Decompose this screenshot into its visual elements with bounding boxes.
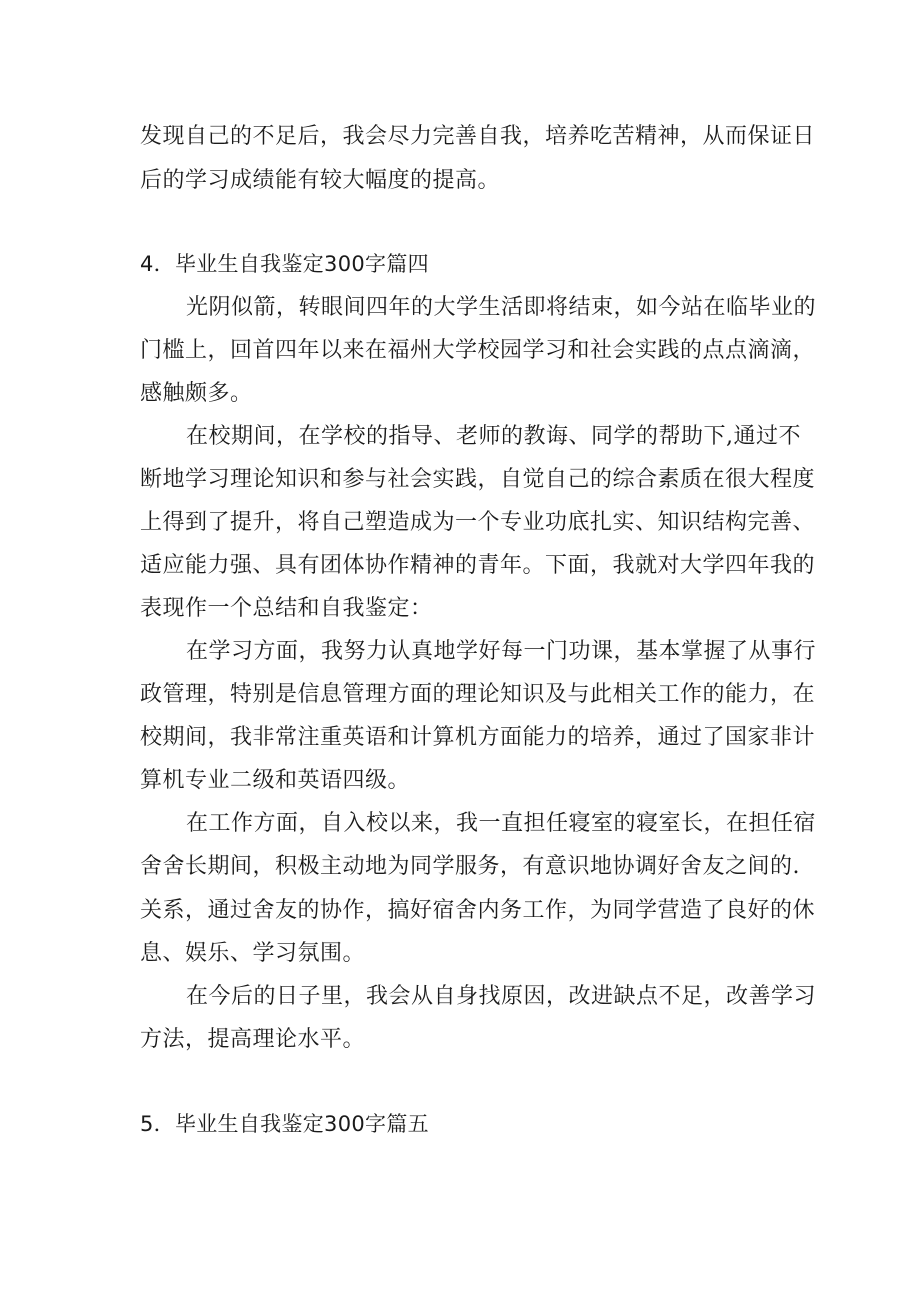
paragraph-line: 后的学习成绩能有较大幅度的提高。 — [140, 168, 501, 193]
paragraph-line: 发现自己的不足后，我会尽力完善自我，培养吃苦精神，从而保证日 — [140, 124, 816, 149]
paragraph-line: 在工作方面，自入校以来，我一直担任寝室的寝室长，在担任宿 — [186, 811, 817, 836]
paragraph-line: 在校期间，在学校的指导、老师的教诲、同学的帮助下,通过不 — [186, 424, 801, 449]
paragraph-line: 适应能力强、具有团体协作精神的青年。下面，我就对大学四年我的 — [140, 553, 816, 578]
paragraph-line: 感触颇多。 — [140, 381, 253, 406]
paragraph-line: 方法，提高理论水平。 — [140, 1027, 366, 1052]
paragraph-line: 算机专业二级和英语四级。 — [140, 768, 411, 793]
paragraph-line: 舍舍长期间，积极主动地为同学服务，有意识地协调好舍友之间的. — [140, 854, 800, 879]
section-heading: 4．毕业生自我鉴定300字篇四 — [140, 252, 429, 276]
paragraph-line: 在今后的日子里，我会从自身找原因，改进缺点不足，改善学习 — [186, 984, 817, 1009]
paragraph-line: 关系，通过舍友的协作，搞好宿舍内务工作，为同学营造了良好的休 — [140, 898, 816, 923]
paragraph-line: 光阴似箭，转眼间四年的大学生活即将结束，如今站在临毕业的 — [186, 295, 817, 320]
paragraph-line: 在学习方面，我努力认真地学好每一门功课，基本掌握了从事行 — [186, 639, 817, 664]
paragraph-line: 表现作一个总结和自我鉴定： — [140, 596, 433, 621]
paragraph-line: 息、娱乐、学习氛围。 — [140, 941, 366, 966]
paragraph-line: 门槛上，回首四年以来在福州大学校园学习和社会实践的点点滴滴， — [140, 338, 816, 363]
paragraph-line: 上得到了提升，将自己塑造成为一个专业功底扎实、知识结构完善、 — [140, 510, 816, 535]
paragraph-line: 校期间，我非常注重英语和计算机方面能力的培养，通过了国家非计 — [140, 725, 816, 750]
paragraph-line: 断地学习理论知识和参与社会实践，自觉自己的综合素质在很大程度 — [140, 467, 816, 492]
section-heading: 5．毕业生自我鉴定300字篇五 — [140, 1112, 429, 1136]
paragraph-line: 政管理，特别是信息管理方面的理论知识及与此相关工作的能力，在 — [140, 682, 816, 707]
